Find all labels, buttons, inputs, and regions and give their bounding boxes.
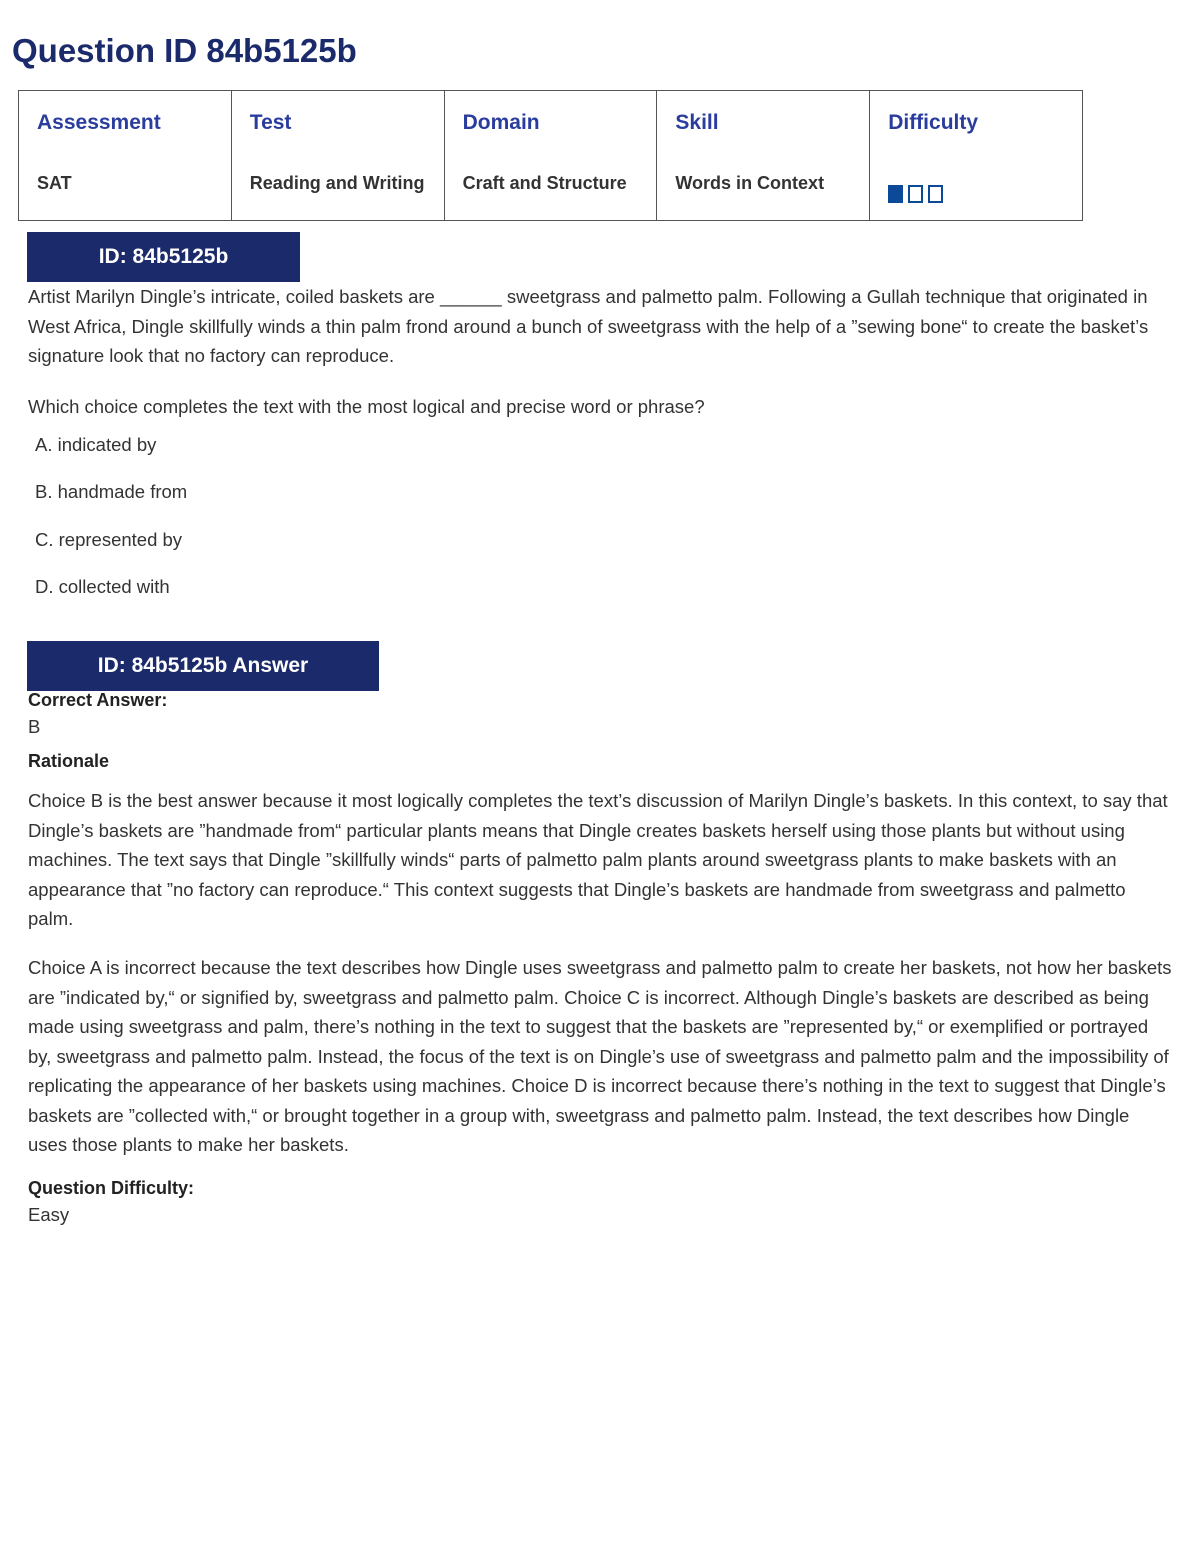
domain-value: Craft and Structure — [462, 173, 627, 193]
correct-answer-value: B — [28, 716, 41, 737]
test-header: Test — [249, 111, 292, 134]
domain-header: Domain — [462, 111, 540, 134]
assessment-value: SAT — [37, 173, 72, 193]
difficulty-indicator — [888, 185, 1082, 203]
rationale-paragraph-1: Choice B is the best answer because it most logically completes the text’s discussion of Marilyn Dingle’s baskets. In this context, to say that Dingle’s baskets are ”handmade from“ particular plants means that Dingle creates baskets herself using those plants but without using machines. The text says that Dingle ”skillfully winds“ parts of palmetto palm plants around sweetgrass plants to make baskets with an appearance that ”no factory can reproduce.“ This context suggests that Dingle’s baskets are handmade from sweetgrass and palmetto palm. — [28, 790, 1168, 929]
question-id-banner: ID: 84b5125b — [27, 232, 300, 282]
domain-cell — [445, 91, 658, 220]
test-cell — [232, 91, 445, 220]
skill-header: Skill — [675, 111, 719, 134]
difficulty-square-empty — [928, 185, 943, 203]
question-passage: Artist Marilyn Dingle’s intricate, coiled baskets are ______ sweetgrass and palmetto palm. Following a Gullah technique that originated in West Africa, Dingle skillfully winds a thin palm frond around a bunch of sweetgrass with the help of a ”sewing bone“ to create the basket’s signature look that no factory can reproduce. — [28, 286, 1149, 366]
question-difficulty-value: Easy — [28, 1204, 70, 1225]
answer-id-banner: ID: 84b5125b Answer — [27, 641, 379, 691]
question-metadata-table — [18, 90, 1083, 221]
rationale-paragraph-2: Choice A is incorrect because the text describes how Dingle uses sweetgrass and palmetto palm to create her baskets, not how her baskets are ”indicated by,“ or signified by, sweetgrass and palmetto palm. Choice C is incorrect. Although Dingle’s baskets are described as being made using sweetgrass and palm, there’s nothing in the text to suggest that the baskets are ”represented by,“ or exemplified or portrayed by, sweetgrass and palmetto palm. Instead, the focus of the text is on Dingle’s use of sweetgrass and palmetto palm and the impossibility of replicating the appearance of her baskets using machines. Choice D is incorrect because there’s nothing in the text to suggest that Dingle’s baskets are ”collected with,“ or brought together in a group with, sweetgrass and palmetto palm. Instead, the text describes how Dingle uses those plants to make her baskets. — [28, 957, 1172, 1155]
skill-cell — [657, 91, 870, 220]
rationale-label: Rationale — [28, 751, 110, 771]
answer-choice-b: B. handmade from — [35, 481, 188, 502]
assessment-header: Assessment — [37, 111, 161, 134]
page-title: Question ID 84b5125b — [12, 32, 357, 69]
answer-choice-a: A. indicated by — [35, 434, 157, 455]
difficulty-cell — [870, 91, 1082, 220]
skill-value: Words in Context — [675, 173, 825, 193]
assessment-cell — [19, 91, 232, 220]
answer-choice-d: D. collected with — [35, 576, 170, 597]
correct-answer-label: Correct Answer: — [28, 690, 168, 710]
difficulty-square-filled — [888, 185, 903, 203]
difficulty-header: Difficulty — [888, 111, 979, 134]
question-difficulty-label: Question Difficulty: — [28, 1178, 194, 1198]
question-prompt: Which choice completes the text with the most logical and precise word or phrase? — [28, 396, 705, 417]
answer-choice-c: C. represented by — [35, 529, 183, 550]
test-value: Reading and Writing — [249, 173, 425, 193]
difficulty-square-empty — [908, 185, 923, 203]
